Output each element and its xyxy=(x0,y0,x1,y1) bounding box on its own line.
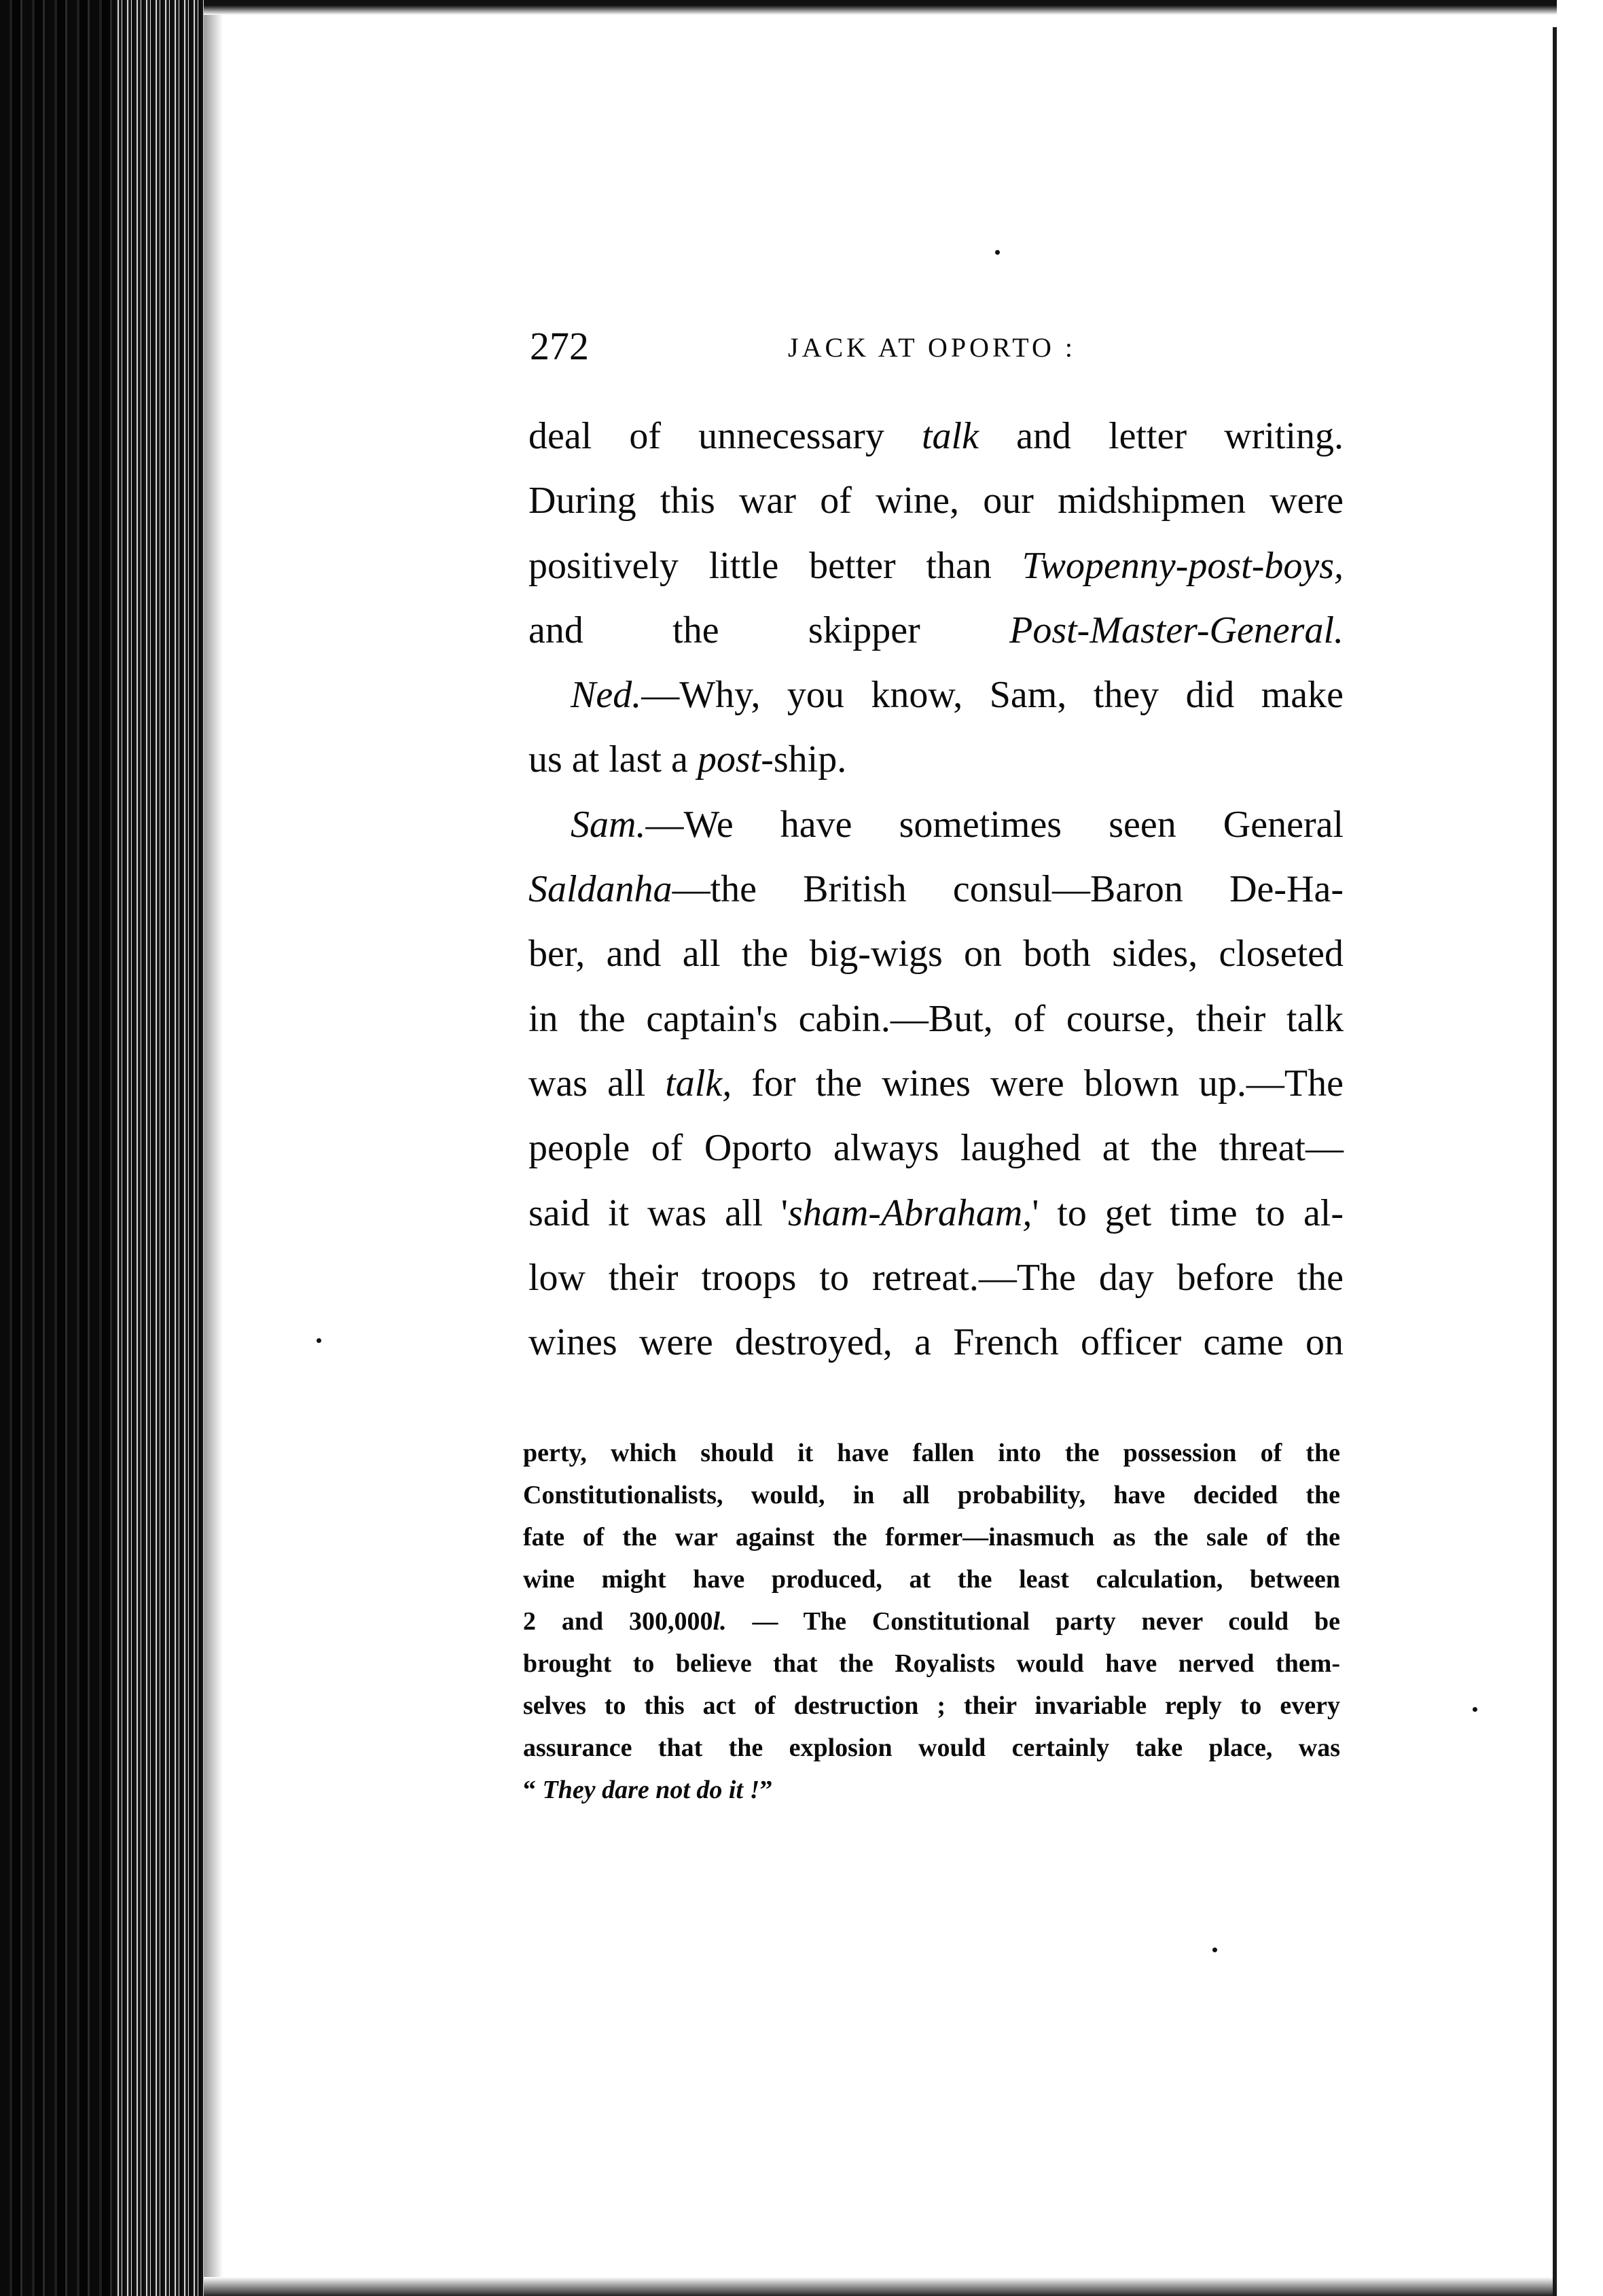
text-span: us at last a xyxy=(528,738,698,781)
footnote-line xyxy=(523,1516,1340,1558)
italic-text: talk xyxy=(921,415,979,457)
text-span: ' to get time to al- xyxy=(1032,1191,1344,1234)
text-span: —Why, you know, Sam, they did make xyxy=(641,674,1344,717)
footnote-line xyxy=(523,1727,1340,1769)
text-span: low their troops to retreat.—The day before the xyxy=(528,1256,1344,1299)
text-span: for the wines were blown up.—The xyxy=(732,1062,1344,1105)
italic-text: Twopenny-post-boys, xyxy=(1022,544,1344,587)
italic-text: Sam. xyxy=(571,803,646,846)
text-line xyxy=(528,598,1344,663)
text-span: —We have sometimes seen General xyxy=(645,803,1344,846)
italic-text: post xyxy=(697,738,761,781)
footnote-line xyxy=(523,1474,1340,1516)
running-title: JACK AT OPORTO : xyxy=(788,332,1076,363)
text-line xyxy=(528,1310,1344,1375)
text-span: wines were destroyed, a French officer came on xyxy=(528,1321,1344,1364)
text-span: ber, and all the big-wigs on both sides, closeted xyxy=(528,933,1344,975)
italic-text: talk, xyxy=(665,1062,732,1105)
text-span: selves to this act of destruction ; their invariable reply to every xyxy=(523,1691,1340,1720)
text-span: and letter writing. xyxy=(978,415,1344,457)
italic-text: l. xyxy=(713,1607,727,1636)
footnote-line xyxy=(523,1643,1340,1685)
text-span: positively little better than xyxy=(528,544,1022,587)
text-span: ” xyxy=(759,1776,773,1804)
text-span: — The Constitutional party never could be xyxy=(726,1607,1340,1636)
text-span: -ship. xyxy=(761,738,847,781)
page-number: 272 xyxy=(530,324,589,368)
text-span: people of Oporto always laughed at the threat— xyxy=(528,1127,1344,1170)
text-span: and the skipper xyxy=(528,609,1010,651)
text-line xyxy=(528,1246,1344,1310)
italic-text: Saldanha xyxy=(528,868,672,911)
text-span: perty, which should it have fallen into the possession of the xyxy=(523,1439,1340,1467)
text-line xyxy=(528,534,1344,598)
text-span: During this war of wine, our midshipmen were xyxy=(528,480,1344,522)
text-span: “ xyxy=(523,1776,543,1804)
running-head xyxy=(530,323,1345,370)
text-span: wine might have produced, at the least calculation, between xyxy=(523,1565,1340,1594)
text-line xyxy=(528,987,1344,1052)
main-text xyxy=(528,404,1344,1375)
text-line xyxy=(528,1052,1344,1116)
text-line xyxy=(528,404,1344,469)
text-span: 2 and 300,000 xyxy=(523,1607,713,1636)
italic-text: Ned. xyxy=(571,674,642,717)
text-span: brought to believe that the Royalists would have nerved them- xyxy=(523,1649,1340,1678)
text-span: —the British consul—Baron De-Ha- xyxy=(672,868,1344,911)
text-span: in the captain's cabin.—But, of course, their talk xyxy=(528,997,1344,1040)
text-line xyxy=(528,663,1344,728)
footnote xyxy=(523,1432,1340,1811)
footnote-line xyxy=(523,1685,1340,1727)
text-span: fate of the war against the former—inasmuch as the sale of the xyxy=(523,1523,1340,1551)
text-line xyxy=(528,857,1344,922)
italic-text: They dare not do it ! xyxy=(542,1776,760,1804)
text-span: assurance that the explosion would certainly take place, was xyxy=(523,1734,1340,1762)
footnote-line xyxy=(523,1600,1340,1643)
text-span: said it was all ' xyxy=(528,1191,789,1234)
text-line xyxy=(528,922,1344,986)
text-line xyxy=(528,728,1344,792)
italic-text: Post-Master-General. xyxy=(1009,609,1344,651)
text-span: deal of unnecessary xyxy=(528,415,922,457)
text-line xyxy=(528,1181,1344,1246)
footnote-line xyxy=(523,1432,1340,1474)
text-line xyxy=(528,469,1344,533)
footnote-line xyxy=(523,1558,1340,1600)
italic-text: sham-Abraham, xyxy=(788,1191,1032,1234)
text-line xyxy=(528,1116,1344,1181)
text-span: was all xyxy=(528,1062,666,1105)
text-line xyxy=(528,793,1344,857)
footnote-line xyxy=(523,1769,1340,1811)
text-span: Constitutionalists, would, in all probability, have decided the xyxy=(523,1481,1340,1509)
